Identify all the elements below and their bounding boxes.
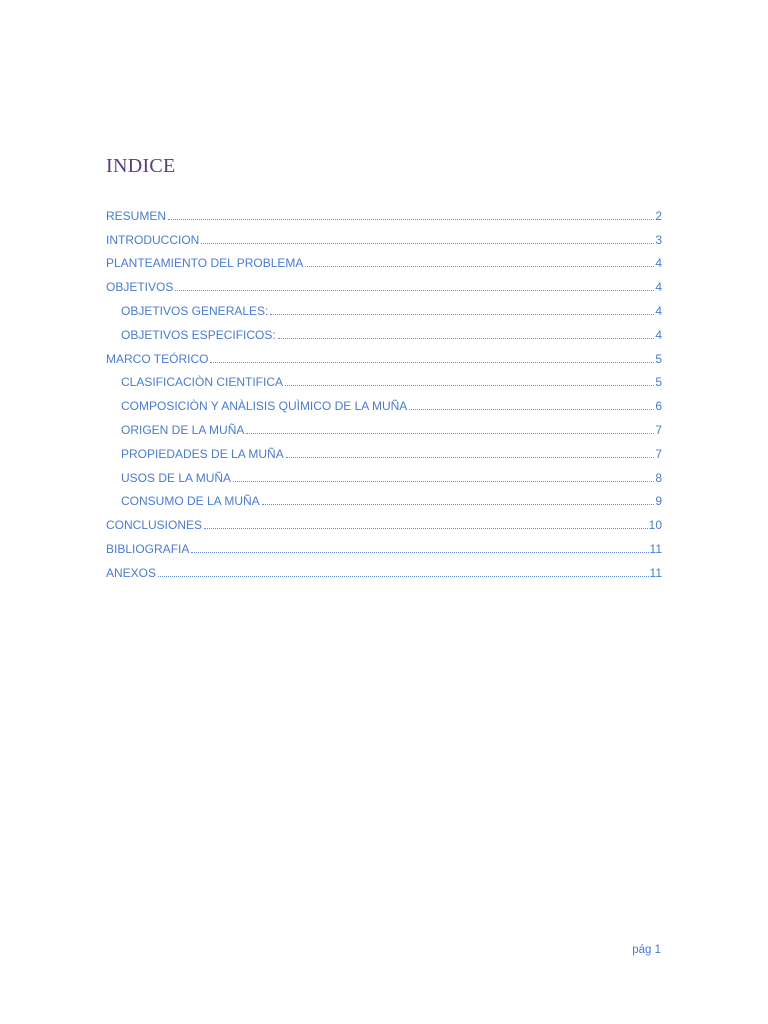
dot-leader xyxy=(262,503,655,505)
dot-leader xyxy=(278,337,655,339)
dot-leader xyxy=(246,432,654,434)
toc-entry[interactable] xyxy=(106,389,662,413)
toc-entry[interactable] xyxy=(106,532,662,556)
toc-entry-label: INTRODUCCION xyxy=(106,232,200,247)
dot-leader xyxy=(175,289,654,291)
toc-entry-label: ANEXOS xyxy=(106,565,157,580)
toc-entry-label: PROPIEDADES DE LA MUÑA xyxy=(121,446,284,461)
toc-entry[interactable] xyxy=(106,318,662,342)
toc-entry-page-number: 5 xyxy=(655,375,662,390)
toc-entry[interactable] xyxy=(106,199,662,223)
toc-entry-page-number: 4 xyxy=(655,280,662,295)
toc-entry-page-number: 10 xyxy=(648,518,662,533)
toc-entry-label: CONCLUSIONES xyxy=(106,518,203,533)
toc-entry[interactable] xyxy=(106,294,662,318)
dot-leader xyxy=(158,575,649,577)
dot-leader xyxy=(285,384,654,386)
toc-entry-page-number: 5 xyxy=(655,351,662,366)
toc-entry[interactable] xyxy=(106,366,662,390)
dot-leader xyxy=(204,527,648,529)
toc-entry-page-number: 6 xyxy=(655,399,662,414)
toc-entry-page-number: 11 xyxy=(649,565,662,580)
toc-entry[interactable] xyxy=(106,556,662,580)
toc-entry-page-number: 7 xyxy=(655,422,662,437)
toc-entry-page-number: 7 xyxy=(655,446,662,461)
dot-leader xyxy=(168,218,654,220)
dot-leader xyxy=(201,242,654,244)
toc-entry-label: USOS DE LA MUÑA xyxy=(121,470,232,485)
toc-entry[interactable] xyxy=(106,247,662,271)
toc-entry-page-number: 11 xyxy=(649,541,662,556)
dot-leader xyxy=(409,408,654,410)
toc-entry[interactable] xyxy=(106,223,662,247)
toc-entry-page-number: 2 xyxy=(655,208,662,223)
toc-entry-label: CONSUMO DE LA MUÑA xyxy=(121,494,260,509)
dot-leader xyxy=(305,265,654,267)
toc-title: INDICE xyxy=(106,155,176,177)
dot-leader xyxy=(233,480,654,482)
toc-entry-label: BIBLIOGRAFIA xyxy=(106,541,190,556)
dot-leader xyxy=(270,313,654,315)
toc-entry[interactable] xyxy=(106,437,662,461)
toc-entry[interactable] xyxy=(106,485,662,509)
toc-entry[interactable] xyxy=(106,342,662,366)
toc-entry[interactable] xyxy=(106,461,662,485)
toc-entry-label: ORIGEN DE LA MUÑA xyxy=(121,422,245,437)
toc-entry-label: MARCO TEÓRICO xyxy=(106,351,209,366)
toc-entry-label: COMPOSICIÒN Y ANÀLISIS QUÌMICO DE LA MUÑA xyxy=(121,399,408,414)
table-of-contents xyxy=(106,199,662,580)
toc-entry-label: PLANTEAMIENTO DEL PROBLEMA xyxy=(106,256,304,271)
toc-entry-label: OBJETIVOS xyxy=(106,280,174,295)
toc-entry[interactable] xyxy=(106,413,662,437)
dot-leader xyxy=(210,361,654,363)
toc-entry-page-number: 9 xyxy=(655,494,662,509)
toc-entry-label: CLASIFICACIÒN CIENTIFICA xyxy=(121,375,284,390)
toc-entry-page-number: 4 xyxy=(655,256,662,271)
page-number-footer: pág 1 xyxy=(632,944,661,956)
toc-entry-page-number: 3 xyxy=(655,232,662,247)
toc-entry-label: OBJETIVOS ESPECIFICOS: xyxy=(121,327,276,342)
toc-entry[interactable] xyxy=(106,508,662,532)
toc-entry-page-number: 8 xyxy=(655,470,662,485)
toc-entry-label: RESUMEN xyxy=(106,208,167,223)
toc-entry-page-number: 4 xyxy=(655,303,662,318)
dot-leader xyxy=(286,456,655,458)
toc-entry[interactable] xyxy=(106,270,662,294)
toc-entry-label: OBJETIVOS GENERALES: xyxy=(121,303,269,318)
dot-leader xyxy=(191,551,648,553)
toc-entry-page-number: 4 xyxy=(655,327,662,342)
